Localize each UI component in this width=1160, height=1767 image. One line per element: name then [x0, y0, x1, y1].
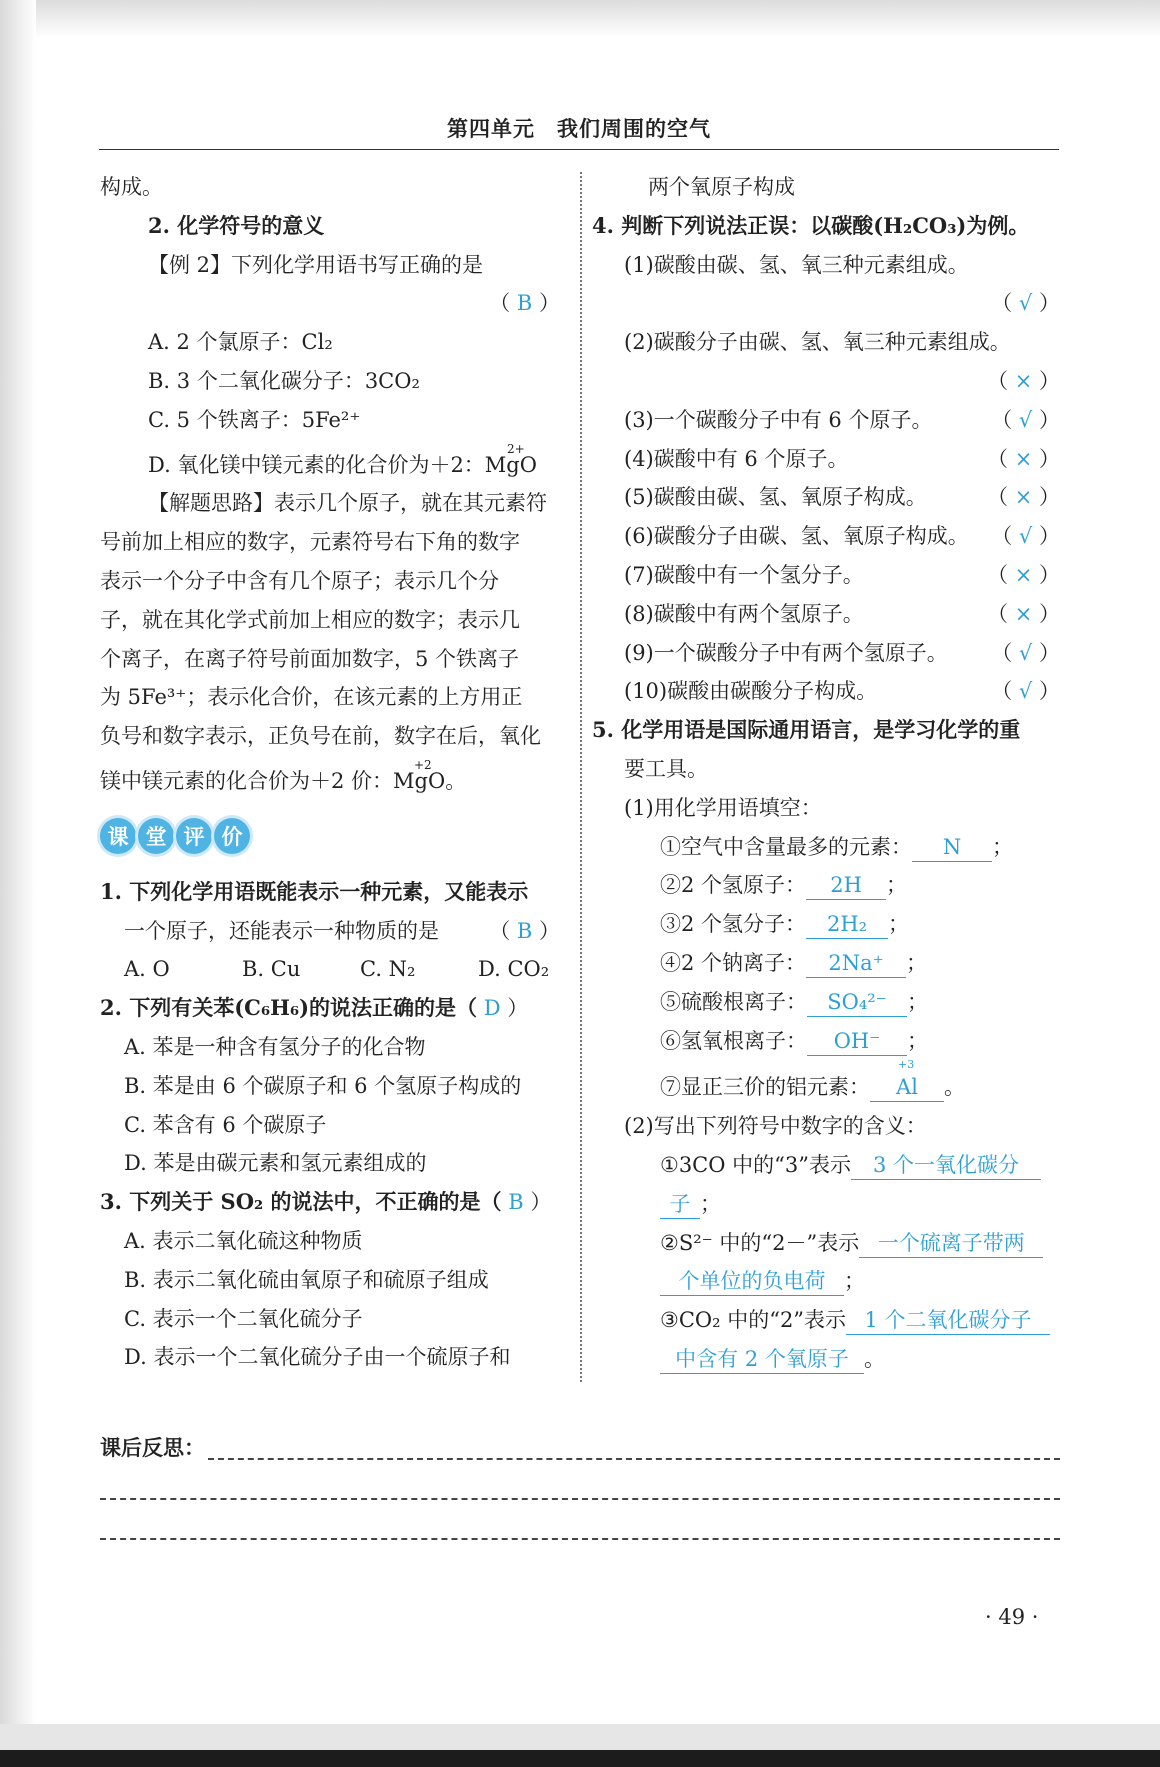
meaning-item-cont: [600, 1262, 1060, 1301]
fill-end: ；: [907, 989, 928, 1014]
answer: ×: [1014, 368, 1033, 393]
judge-item: [600, 478, 1060, 517]
answer: ×: [1014, 562, 1033, 587]
option: C. 表示一个二氧化硫分子: [124, 1306, 363, 1331]
think-last-text: 镁中镁元素的化合价为＋2 价：MgO。: [100, 768, 467, 793]
fill-text: ①空气中含量最多的元素：: [660, 834, 912, 859]
answer: B: [508, 1190, 524, 1215]
answer: √: [1018, 640, 1033, 665]
fill-answer: 2H₂: [806, 910, 888, 939]
option: C. 苯含有 6 个碳原子: [124, 1112, 327, 1137]
fill-text: ⑤硫酸根离子：: [660, 989, 807, 1014]
left-column: [100, 168, 560, 1377]
answer-bracket: （ × ）: [987, 446, 1060, 471]
fill-answer: [870, 1058, 944, 1102]
judge-item: [600, 440, 1060, 479]
answer-bracket: （ √ ）: [991, 291, 1060, 316]
judge-item: [600, 556, 1060, 595]
judge-item: [600, 246, 1060, 285]
reflect-line: [208, 1458, 1060, 1460]
answer-bracket: （ × ）: [987, 368, 1060, 393]
judge-item: [600, 517, 1060, 556]
option-a: A. 2 个氯原子：Cl₂: [148, 330, 333, 355]
question-5-cont: 要工具。: [624, 756, 708, 781]
fill-text: ⑦显正三价的铝元素：: [660, 1075, 870, 1100]
punct: ；: [844, 1269, 865, 1294]
judge-text: (8)碳酸中有两个氢原子。: [624, 601, 864, 626]
meaning-answer: 子: [660, 1190, 700, 1219]
meaning-answer: 3 个一氧化碳分: [851, 1151, 1041, 1180]
think-line: 表示一个分子中含有几个原子；表示几个分: [100, 568, 499, 593]
fill-end: ；: [888, 912, 910, 937]
answer-bracket: （ × ）: [987, 601, 1060, 626]
question-5: 5. 化学用语是国际通用语言，是学习化学的重: [592, 717, 1021, 743]
fill-item: [600, 905, 1060, 944]
think-line: 个离子，在离子符号前面加数字，5 个铁离子: [100, 646, 520, 671]
meaning-item: [600, 1146, 1060, 1185]
fill-item: [600, 1022, 1060, 1061]
answer: ×: [1014, 601, 1033, 626]
fill-answer: SO₄²⁻: [807, 988, 907, 1017]
valence-mark: +2: [414, 757, 432, 772]
meaning-item: [600, 1301, 1060, 1340]
answer-bracket: （ √ ）: [991, 524, 1060, 549]
meaning-item: [600, 1224, 1060, 1263]
right-column: [592, 168, 1060, 1379]
answer: ×: [1014, 485, 1033, 510]
judge-text: (6)碳酸分子由碳、氢、氧原子构成。: [624, 524, 969, 549]
fill-end: ；: [907, 1028, 928, 1053]
judge-item: [600, 634, 1060, 673]
think-line: 为 5Fe³⁺；表示化合价，在该元素的上方用正: [100, 685, 523, 710]
section-badge-class-eval: [100, 807, 560, 865]
badge-char: 评: [176, 818, 212, 854]
option: D. 苯是由碳元素和氢元素组成的: [124, 1151, 427, 1176]
judge-item: [600, 595, 1060, 634]
answer: ×: [1014, 446, 1033, 471]
answer-bracket: （ × ）: [987, 485, 1060, 510]
option-c: C. 5 个铁离子：5Fe²⁺: [148, 407, 361, 432]
fill-answer: 2Na⁺: [806, 949, 906, 978]
valence-mark: 2+: [507, 441, 525, 456]
question-1: 1. 下列化学用语既能表示一种元素，又能表示: [100, 878, 529, 904]
think-line: 【解题思路】表示几个原子，就在其元素符: [148, 491, 547, 516]
option: A. 表示二氧化硫这种物质: [124, 1228, 363, 1253]
judge-answer-line: [600, 362, 1060, 401]
punct: 。: [864, 1346, 885, 1371]
option: C. N₂: [360, 957, 416, 982]
answer: D: [483, 996, 501, 1021]
judge-text: (7)碳酸中有一个氢分子。: [624, 562, 864, 587]
option: B. 表示二氧化硫由氧原子和硫原子组成: [124, 1267, 489, 1292]
answer-bracket: （ × ）: [987, 562, 1060, 587]
text-line: 构成。: [100, 175, 163, 199]
example-question: [100, 246, 560, 285]
think-line: [100, 757, 560, 801]
fill-end: 。: [944, 1075, 965, 1100]
judge-item: [600, 672, 1060, 711]
judge-text: (2)碳酸分子由碳、氢、氧三种元素组成。: [624, 330, 1011, 355]
option: B. Cu: [242, 957, 301, 982]
question-1-cont: [100, 912, 560, 951]
question-2-text: 2. 下列有关苯(C₆H₆)的说法正确的是（: [100, 995, 478, 1021]
question-1-options: [100, 950, 560, 989]
punct: ；: [700, 1191, 721, 1216]
answer-bracket: （ B ）: [489, 291, 560, 316]
example-answer-line: [100, 284, 560, 323]
question-2: 2. 下列有关苯(C₆H₆)的说法正确的是（ D ）: [100, 995, 529, 1021]
option-d: [100, 441, 560, 485]
meaning-answer: 一个硫离子带两: [859, 1229, 1043, 1258]
answer: √: [1018, 524, 1033, 549]
page-shadow-top: [0, 0, 1160, 38]
fill-item: [600, 983, 1060, 1022]
question-3: 3. 下列关于 SO₂ 的说法中，不正确的是（ B ）: [100, 1189, 552, 1215]
think-line: 负号和数字表示，正负号在前，数字在后，氧化: [100, 724, 541, 749]
badge-char: 课: [100, 818, 136, 854]
option: A. O: [124, 957, 170, 982]
judge-item: [600, 323, 1060, 362]
fill-answer: 2H: [806, 871, 886, 900]
option: D. CO₂: [478, 957, 550, 982]
text-line: 两个氧原子构成: [648, 175, 795, 199]
fill-item: [600, 828, 1060, 867]
think-line: 子，就在其化学式前加上相应的数字；表示几: [100, 607, 520, 632]
meaning-item-cont: [600, 1185, 1060, 1224]
viewer-bottom-bar: [0, 1750, 1160, 1767]
option: D. 表示一个二氧化硫分子由一个硫原子和: [124, 1345, 511, 1370]
judge-text: (9)一个碳酸分子中有两个氢原子。: [624, 640, 948, 665]
judge-text: (4)碳酸中有 6 个原子。: [624, 446, 849, 471]
fill-item: [600, 866, 1060, 905]
fill-end: ；: [886, 873, 908, 898]
fill-text: ④2 个钠离子：: [660, 950, 807, 975]
answer-bracket: （ √ ）: [991, 640, 1060, 665]
reflect-line: [100, 1498, 1060, 1500]
judge-text: (3)一个碳酸分子中有 6 个原子。: [624, 407, 933, 432]
after-class-reflection: [100, 1432, 1060, 1462]
answer-bracket: （ √ ）: [991, 679, 1060, 704]
answer: B: [516, 918, 533, 943]
answer: B: [516, 291, 533, 316]
answer: √: [1018, 291, 1033, 316]
option-b: B. 3 个二氧化碳分子：3CO₂: [148, 368, 420, 393]
answer: √: [1018, 679, 1033, 704]
question-3-text: 3. 下列关于 SO₂ 的说法中，不正确的是（: [100, 1189, 502, 1215]
think-line: 号前加上相应的数字，元素符号右下角的数字: [100, 530, 520, 555]
fill-answer: OH⁻: [807, 1027, 907, 1056]
option: B. 苯是由 6 个碳原子和 6 个氢原子构成的: [124, 1073, 522, 1098]
subquestion-1: (1)用化学用语填空：: [624, 795, 822, 820]
badge-char: 价: [214, 818, 250, 854]
fill-end: ；: [992, 834, 1013, 859]
fill-text: ⑥氢氧根离子：: [660, 1028, 807, 1053]
judge-answer-line: [600, 284, 1060, 323]
header-rule: [99, 149, 1059, 150]
answer-bracket: （ √ ）: [991, 407, 1060, 432]
example-text: 【例 2】下列化学用语书写正确的是: [148, 252, 484, 277]
page-header: 第四单元 我们周围的空气: [447, 116, 711, 141]
valence-mark: +3: [898, 1058, 915, 1072]
judge-text: (5)碳酸由碳、氢、氧原子构成。: [624, 485, 927, 510]
option-d-text: D. 氧化镁中镁元素的化合价为＋2：MgO: [148, 452, 537, 477]
meaning-text: ①3CO 中的“3”表示: [660, 1152, 851, 1177]
judge-text: (10)碳酸由碳酸分子构成。: [624, 679, 878, 704]
subquestion-2: (2)写出下列符号中数字的含义：: [624, 1114, 927, 1139]
fill-answer-text: Al: [896, 1075, 918, 1100]
meaning-text: ②S²⁻ 中的“2－”表示: [660, 1230, 860, 1255]
meaning-text: ③CO₂ 中的“2”表示: [660, 1308, 847, 1333]
badge-char: 堂: [138, 818, 174, 854]
question-4: 4. 判断下列说法正误：以碳酸(H₂CO₃)为例。: [592, 212, 1030, 238]
fill-answer: N: [912, 833, 992, 862]
section-title: 2. 化学符号的意义: [148, 212, 325, 238]
page-number: · 49 ·: [985, 1605, 1039, 1629]
meaning-answer: 个单位的负电荷: [660, 1267, 844, 1296]
meaning-answer: 中含有 2 个氧原子: [660, 1345, 864, 1374]
option: A. 苯是一种含有氢分子的化合物: [124, 1034, 426, 1059]
meaning-answer: 1 个二氧化碳分子: [846, 1306, 1050, 1335]
judge-item: [600, 401, 1060, 440]
question-1-text: 一个原子，还能表示一种物质的是: [124, 918, 439, 943]
fill-text: ②2 个氢原子：: [660, 873, 807, 898]
page-bottom-margin: [0, 1724, 1160, 1750]
reflect-label: 课后反思：: [100, 1435, 205, 1460]
answer: √: [1018, 407, 1033, 432]
reflect-line: [100, 1538, 1060, 1540]
meaning-item-cont: [600, 1340, 1060, 1379]
judge-text: (1)碳酸由碳、氢、氧三种元素组成。: [624, 252, 969, 277]
fill-item: [600, 944, 1060, 983]
fill-item: [600, 1058, 1060, 1107]
answer-bracket: （ B ）: [489, 918, 560, 943]
fill-end: ；: [906, 950, 928, 975]
fill-text: ③2 个氢分子：: [660, 912, 807, 937]
page-shadow-left: [0, 0, 36, 1767]
column-divider: [580, 172, 582, 1382]
